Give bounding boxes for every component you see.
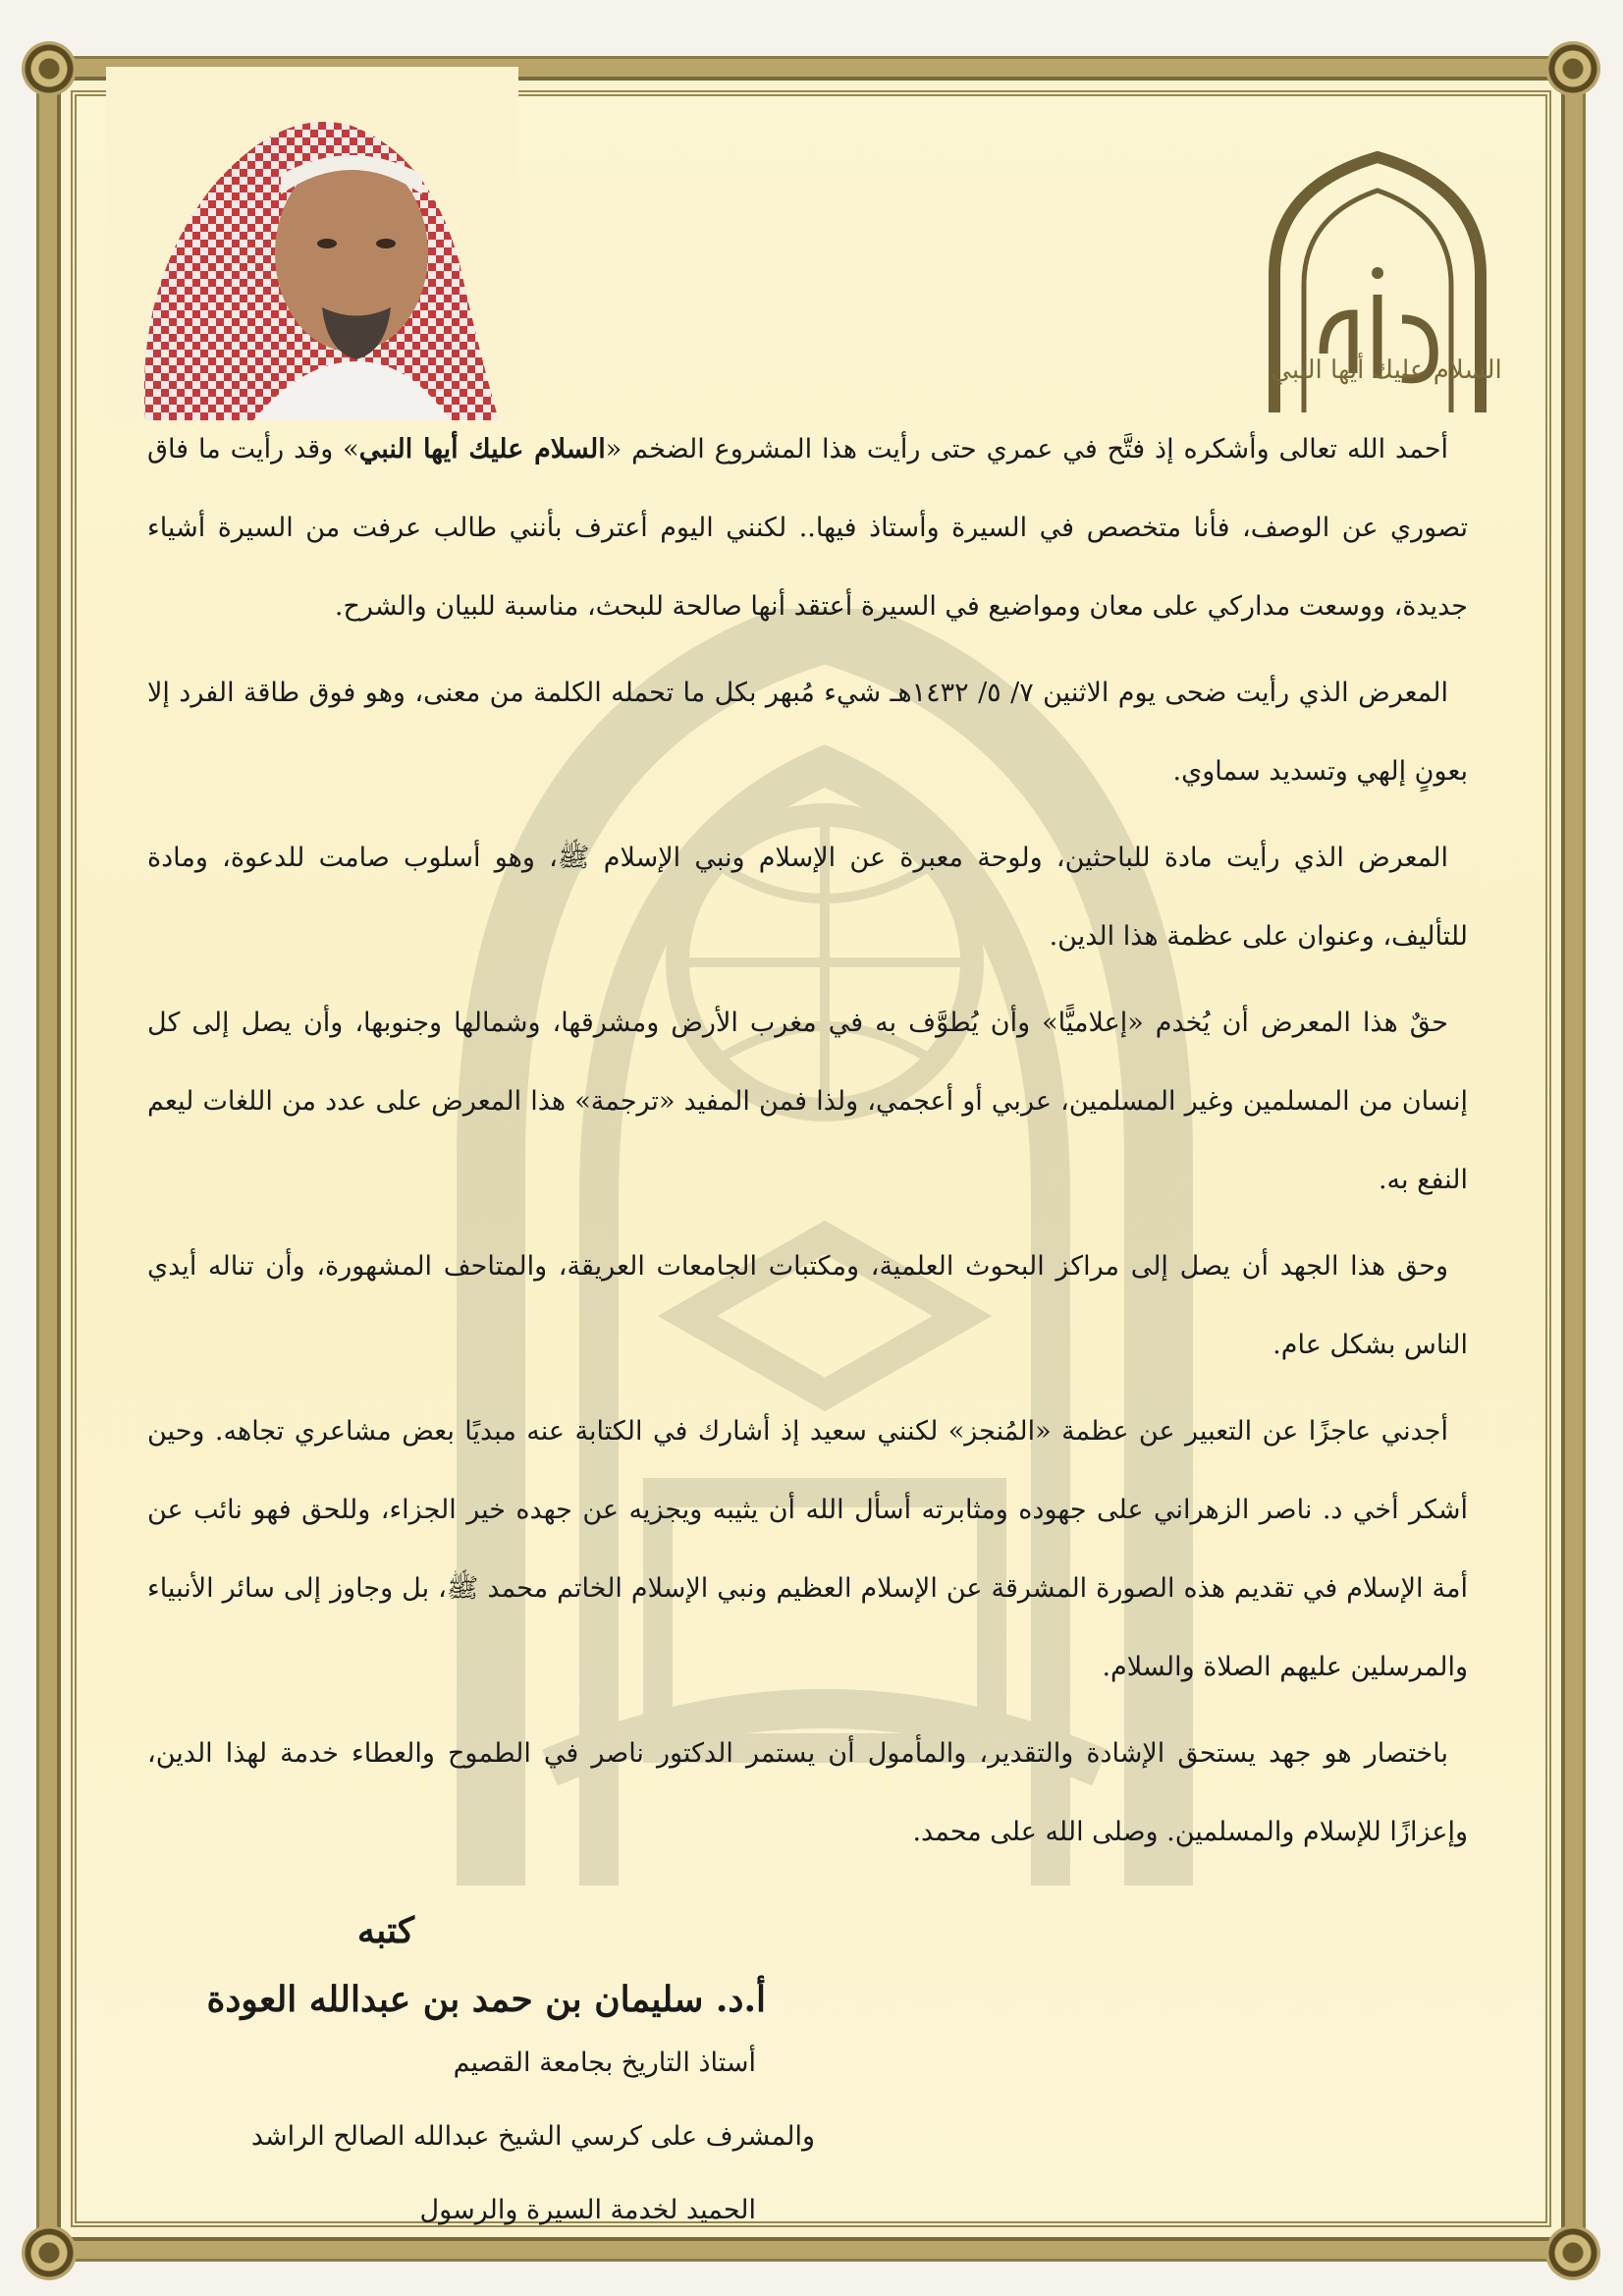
corner-ornament-icon [22,2225,77,2280]
corner-ornament-icon [1545,41,1600,96]
paragraph-3: المعرض الذي رأيت مادة للباحثين، ولوحة معبرة عن الإسلام ونبي الإسلام ﷺ، وهو أسلوب صامت للدعوة، ومادة للتأليف، وعنوان على عظمة هذا الدين. [147,843,1468,952]
signature-name: أ.د. سليمان بن حمد بن عبدالله العودة [206,1979,766,2020]
paragraph-7: باختصار هو جهد يستحق الإشادة والتقدير، والمأمول أن يستمر الدكتور ناصر في الطموح والعطاء خدمة لهذا الدين، وإعزازًا للإسلام والمسلمين. وصلى الله على محمد. [147,1738,1468,1847]
paragraph-4: حقٌ هذا المعرض أن يُخدم «إعلاميًّا» وأن يُطوَّف به في مغرب الأرض ومشرقها، وشمالها وجنوبها، وأن يصل إلى كل إنسان من المسلمين وغير المسلمين، عربي أو أعجمي، ولذا فمن المفيد «ترجمة» هذا المعرض على عدد من اللغات ليعم النفع به. [147,1008,1468,1195]
portrait-photo [106,67,518,420]
paragraph-6: أجدني عاجزًا عن التعبير عن عظمة «المُنجز» لكنني سعيد إذ أشارك في الكتابة عنه مبديًا بعض مشاعري تجاهه. وحين أشكر أخي د. ناصر الزهراني على جهوده ومثابرته أسأل الله أن يثيبه ويجزيه عن جهده خير الجزاء، وللحق فهو نائب عن أمة الإسلام في تقديم هذه الصورة المشرقة عن الإسلام العظيم ونبي الإسلام الخاتم محمد ﷺ، بل وجاوز إلى سائر الأنبياء والمرسلين عليهم الصلاة والسلام. [147,1416,1468,1682]
paragraph-2: المعرض الذي رأيت ضحى يوم الاثنين ٧/ ٥/ ١٤٣٢هـ شيء مُبهر بكل ما تحمله الكلمة من معنى، وهو فوق طاقة الفرد إلا بعونٍ إلهي وتسديد سماوي. [147,678,1468,787]
logo-caption: السلام عليك أيها النبي [1271,355,1502,385]
signature-title-3: الحميد لخدمة السيرة والرسول [419,2195,756,2225]
corner-ornament-icon [22,41,77,96]
corner-ornament-icon [1545,2225,1600,2280]
signature-title-1: أستاذ التاريخ بجامعة القصيم [453,2048,756,2078]
project-name: السلام عليك أيها النبي [358,434,606,465]
signature-title-2: والمشرف على كرسي الشيخ عبدالله الصالح الراشد [250,2121,815,2152]
paragraph-1: أحمد الله تعالى وأشكره إذ فتَّح في عمري حتى رأيت هذا المشروع الضخم «السلام عليك أيها النبي» وقد رأيت ما فاق تصوري عن الوصف، فأنا متخصص في السيرة وأستاذ فيها.. لكنني اليوم أعترف بأنني طالب عرفت من السيرة أشياء جديدة، ووسعت مداركي على معان ومواضيع في السيرة أعتقد أنها صالحة للبحث، مناسبة للبيان والشرح. [147,434,1468,622]
paragraph-5: وحق هذا الجهد أن يصل إلى مراكز البحوث العلمية، ومكتبات الجامعات العريقة، والمتاحف المشهورة، وأن تناله أيدي الناس بشكل عام. [147,1251,1468,1360]
signature-wrote: كتبه [356,1910,415,1951]
letter-body [147,410,1468,1880]
